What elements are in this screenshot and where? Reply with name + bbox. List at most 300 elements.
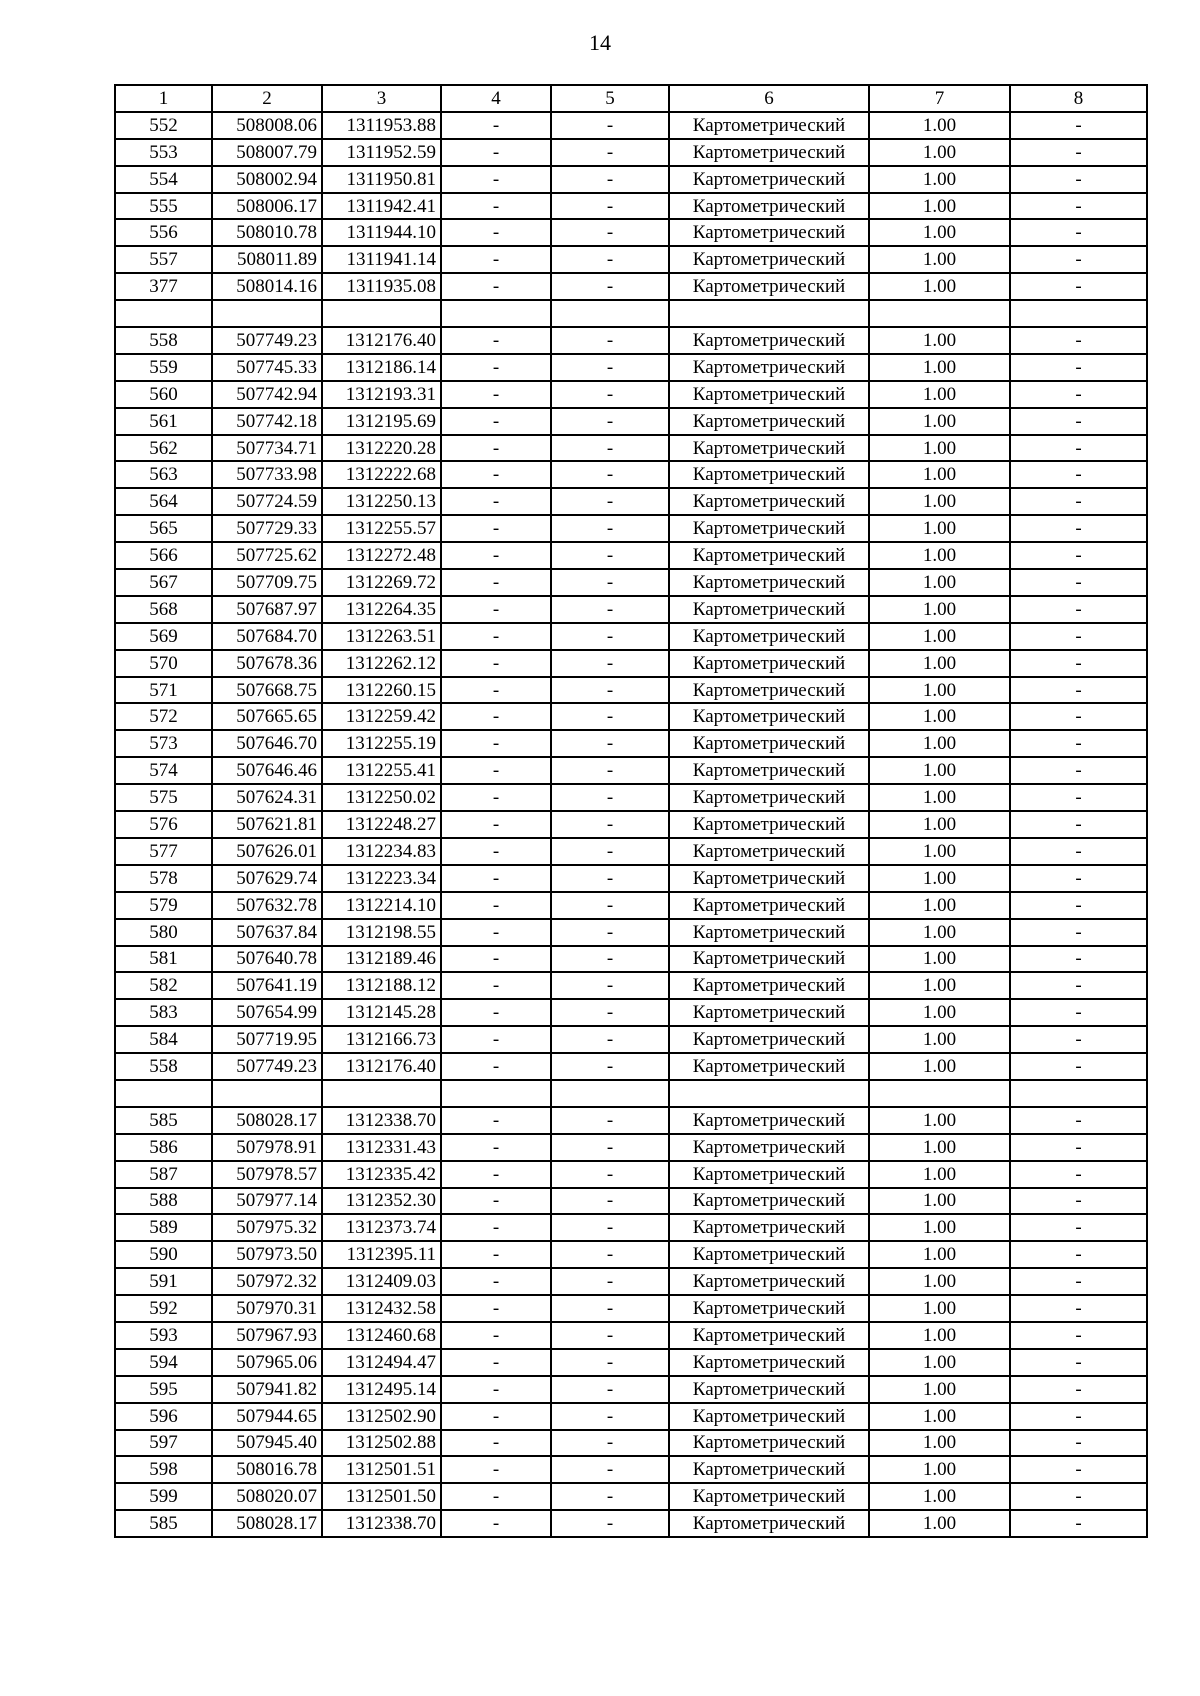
- column-header-8: 8: [1010, 85, 1147, 112]
- point-number-cell: 593: [115, 1322, 212, 1349]
- y-coordinate-cell: 1312255.19: [322, 730, 441, 757]
- col-5-cell: -: [551, 784, 669, 811]
- column-header-2: 2: [212, 85, 322, 112]
- table-row: [115, 1161, 1147, 1188]
- point-number-cell: 584: [115, 1026, 212, 1053]
- method-cell: Картометрический: [669, 703, 869, 730]
- col-5-cell: -: [551, 112, 669, 139]
- point-number-cell: 577: [115, 838, 212, 865]
- method-cell: Картометрический: [669, 569, 869, 596]
- accuracy-cell: 1.00: [869, 1403, 1010, 1430]
- col-8-cell: -: [1010, 273, 1147, 300]
- table-row: [115, 1214, 1147, 1241]
- method-cell: Картометрический: [669, 677, 869, 704]
- table-row: [115, 1510, 1147, 1537]
- y-coordinate-cell: 1311935.08: [322, 273, 441, 300]
- method-cell: Картометрический: [669, 1456, 869, 1483]
- point-number-cell: 569: [115, 623, 212, 650]
- accuracy-cell: 1.00: [869, 488, 1010, 515]
- separator-row: [115, 300, 1147, 327]
- col-5-cell: -: [551, 946, 669, 973]
- col-8-cell: -: [1010, 166, 1147, 193]
- y-coordinate-cell: 1312250.13: [322, 488, 441, 515]
- col-4-cell: -: [441, 999, 551, 1026]
- col-8-cell: -: [1010, 1188, 1147, 1215]
- point-number-cell: 377: [115, 273, 212, 300]
- empty-cell: [441, 300, 551, 327]
- col-5-cell: -: [551, 1349, 669, 1376]
- col-4-cell: -: [441, 1107, 551, 1134]
- x-coordinate-cell: 507724.59: [212, 488, 322, 515]
- col-8-cell: -: [1010, 730, 1147, 757]
- point-number-cell: 556: [115, 219, 212, 246]
- x-coordinate-cell: 507632.78: [212, 892, 322, 919]
- point-number-cell: 559: [115, 354, 212, 381]
- method-cell: Картометрический: [669, 1295, 869, 1322]
- col-4-cell: -: [441, 408, 551, 435]
- point-number-cell: 576: [115, 811, 212, 838]
- column-header-1: 1: [115, 85, 212, 112]
- x-coordinate-cell: 507640.78: [212, 946, 322, 973]
- accuracy-cell: 1.00: [869, 569, 1010, 596]
- accuracy-cell: 1.00: [869, 784, 1010, 811]
- empty-cell: [212, 1080, 322, 1107]
- col-8-cell: -: [1010, 381, 1147, 408]
- col-5-cell: -: [551, 354, 669, 381]
- col-8-cell: -: [1010, 1053, 1147, 1080]
- table-row: [115, 999, 1147, 1026]
- table-row: [115, 1483, 1147, 1510]
- table-body: [115, 112, 1147, 1537]
- point-number-cell: 561: [115, 408, 212, 435]
- table-row: [115, 381, 1147, 408]
- y-coordinate-cell: 1312176.40: [322, 327, 441, 354]
- x-coordinate-cell: 507734.71: [212, 435, 322, 462]
- table-row: [115, 1376, 1147, 1403]
- col-4-cell: -: [441, 1403, 551, 1430]
- x-coordinate-cell: 507654.99: [212, 999, 322, 1026]
- table-row: [115, 542, 1147, 569]
- col-4-cell: -: [441, 1241, 551, 1268]
- col-5-cell: -: [551, 677, 669, 704]
- y-coordinate-cell: 1311952.59: [322, 139, 441, 166]
- col-5-cell: -: [551, 919, 669, 946]
- col-8-cell: -: [1010, 569, 1147, 596]
- table-row: [115, 354, 1147, 381]
- col-5-cell: -: [551, 1510, 669, 1537]
- point-number-cell: 591: [115, 1268, 212, 1295]
- col-4-cell: -: [441, 596, 551, 623]
- col-8-cell: -: [1010, 139, 1147, 166]
- col-5-cell: -: [551, 1268, 669, 1295]
- y-coordinate-cell: 1312495.14: [322, 1376, 441, 1403]
- table-row: [115, 408, 1147, 435]
- method-cell: Картометрический: [669, 461, 869, 488]
- col-5-cell: -: [551, 892, 669, 919]
- col-5-cell: -: [551, 1188, 669, 1215]
- y-coordinate-cell: 1312335.42: [322, 1161, 441, 1188]
- col-4-cell: -: [441, 354, 551, 381]
- accuracy-cell: 1.00: [869, 999, 1010, 1026]
- x-coordinate-cell: 507742.18: [212, 408, 322, 435]
- col-4-cell: -: [441, 972, 551, 999]
- y-coordinate-cell: 1311942.41: [322, 193, 441, 220]
- table-row: [115, 1322, 1147, 1349]
- col-8-cell: -: [1010, 219, 1147, 246]
- col-4-cell: -: [441, 623, 551, 650]
- col-5-cell: -: [551, 515, 669, 542]
- accuracy-cell: 1.00: [869, 193, 1010, 220]
- y-coordinate-cell: 1312338.70: [322, 1107, 441, 1134]
- point-number-cell: 581: [115, 946, 212, 973]
- col-4-cell: -: [441, 327, 551, 354]
- accuracy-cell: 1.00: [869, 381, 1010, 408]
- empty-cell: [322, 1080, 441, 1107]
- point-number-cell: 590: [115, 1241, 212, 1268]
- y-coordinate-cell: 1312166.73: [322, 1026, 441, 1053]
- table-row: [115, 1349, 1147, 1376]
- col-5-cell: -: [551, 1295, 669, 1322]
- table-row: [115, 219, 1147, 246]
- y-coordinate-cell: 1312193.31: [322, 381, 441, 408]
- x-coordinate-cell: 508010.78: [212, 219, 322, 246]
- y-coordinate-cell: 1311950.81: [322, 166, 441, 193]
- method-cell: Картометрический: [669, 1483, 869, 1510]
- col-4-cell: -: [441, 757, 551, 784]
- point-number-cell: 554: [115, 166, 212, 193]
- y-coordinate-cell: 1312432.58: [322, 1295, 441, 1322]
- col-5-cell: -: [551, 1161, 669, 1188]
- x-coordinate-cell: 507646.46: [212, 757, 322, 784]
- col-4-cell: -: [441, 246, 551, 273]
- y-coordinate-cell: 1312373.74: [322, 1214, 441, 1241]
- point-number-cell: 567: [115, 569, 212, 596]
- col-8-cell: -: [1010, 784, 1147, 811]
- point-number-cell: 596: [115, 1403, 212, 1430]
- method-cell: Картометрический: [669, 1107, 869, 1134]
- y-coordinate-cell: 1311953.88: [322, 112, 441, 139]
- empty-cell: [1010, 300, 1147, 327]
- col-5-cell: -: [551, 542, 669, 569]
- method-cell: Картометрический: [669, 327, 869, 354]
- col-4-cell: -: [441, 730, 551, 757]
- method-cell: Картометрический: [669, 1241, 869, 1268]
- col-5-cell: -: [551, 1107, 669, 1134]
- y-coordinate-cell: 1312214.10: [322, 892, 441, 919]
- col-4-cell: -: [441, 703, 551, 730]
- col-8-cell: -: [1010, 246, 1147, 273]
- col-5-cell: -: [551, 461, 669, 488]
- col-5-cell: -: [551, 139, 669, 166]
- x-coordinate-cell: 507665.65: [212, 703, 322, 730]
- point-number-cell: 557: [115, 246, 212, 273]
- accuracy-cell: 1.00: [869, 408, 1010, 435]
- col-8-cell: -: [1010, 515, 1147, 542]
- col-4-cell: -: [441, 139, 551, 166]
- x-coordinate-cell: 507970.31: [212, 1295, 322, 1322]
- y-coordinate-cell: 1312502.88: [322, 1430, 441, 1457]
- col-4-cell: -: [441, 1376, 551, 1403]
- table-row: [115, 435, 1147, 462]
- method-cell: Картометрический: [669, 650, 869, 677]
- method-cell: Картометрический: [669, 1403, 869, 1430]
- method-cell: Картометрический: [669, 972, 869, 999]
- accuracy-cell: 1.00: [869, 327, 1010, 354]
- col-5-cell: -: [551, 650, 669, 677]
- y-coordinate-cell: 1312220.28: [322, 435, 441, 462]
- method-cell: Картометрический: [669, 435, 869, 462]
- table-row: [115, 246, 1147, 273]
- x-coordinate-cell: 508020.07: [212, 1483, 322, 1510]
- accuracy-cell: 1.00: [869, 1349, 1010, 1376]
- y-coordinate-cell: 1312248.27: [322, 811, 441, 838]
- col-4-cell: -: [441, 784, 551, 811]
- x-coordinate-cell: 507972.32: [212, 1268, 322, 1295]
- y-coordinate-cell: 1312195.69: [322, 408, 441, 435]
- accuracy-cell: 1.00: [869, 1483, 1010, 1510]
- method-cell: Картометрический: [669, 219, 869, 246]
- accuracy-cell: 1.00: [869, 757, 1010, 784]
- col-5-cell: -: [551, 1053, 669, 1080]
- method-cell: Картометрический: [669, 408, 869, 435]
- col-4-cell: -: [441, 569, 551, 596]
- x-coordinate-cell: 507646.70: [212, 730, 322, 757]
- col-4-cell: -: [441, 219, 551, 246]
- column-header-3: 3: [322, 85, 441, 112]
- col-5-cell: -: [551, 273, 669, 300]
- method-cell: Картометрический: [669, 623, 869, 650]
- point-number-cell: 597: [115, 1430, 212, 1457]
- y-coordinate-cell: 1312145.28: [322, 999, 441, 1026]
- y-coordinate-cell: 1312262.12: [322, 650, 441, 677]
- col-8-cell: -: [1010, 542, 1147, 569]
- x-coordinate-cell: 507729.33: [212, 515, 322, 542]
- y-coordinate-cell: 1312250.02: [322, 784, 441, 811]
- point-number-cell: 566: [115, 542, 212, 569]
- x-coordinate-cell: 507725.62: [212, 542, 322, 569]
- x-coordinate-cell: 507944.65: [212, 1403, 322, 1430]
- col-5-cell: -: [551, 569, 669, 596]
- table-row: [115, 623, 1147, 650]
- col-8-cell: -: [1010, 677, 1147, 704]
- y-coordinate-cell: 1312269.72: [322, 569, 441, 596]
- method-cell: Картометрический: [669, 1214, 869, 1241]
- accuracy-cell: 1.00: [869, 1430, 1010, 1457]
- table-row: [115, 919, 1147, 946]
- table-row: [115, 461, 1147, 488]
- x-coordinate-cell: 507684.70: [212, 623, 322, 650]
- method-cell: Картометрический: [669, 166, 869, 193]
- table-row: [115, 784, 1147, 811]
- col-8-cell: -: [1010, 461, 1147, 488]
- header-row: [115, 85, 1147, 112]
- x-coordinate-cell: 507709.75: [212, 569, 322, 596]
- method-cell: Картометрический: [669, 757, 869, 784]
- col-4-cell: -: [441, 273, 551, 300]
- accuracy-cell: 1.00: [869, 542, 1010, 569]
- x-coordinate-cell: 507624.31: [212, 784, 322, 811]
- col-4-cell: -: [441, 381, 551, 408]
- point-number-cell: 560: [115, 381, 212, 408]
- col-8-cell: -: [1010, 972, 1147, 999]
- table-row: [115, 811, 1147, 838]
- accuracy-cell: 1.00: [869, 435, 1010, 462]
- table-row: [115, 1295, 1147, 1322]
- col-8-cell: -: [1010, 1403, 1147, 1430]
- col-5-cell: -: [551, 838, 669, 865]
- col-4-cell: -: [441, 1214, 551, 1241]
- table-row: [115, 972, 1147, 999]
- point-number-cell: 595: [115, 1376, 212, 1403]
- method-cell: Картометрический: [669, 999, 869, 1026]
- table-row: [115, 139, 1147, 166]
- col-8-cell: -: [1010, 1322, 1147, 1349]
- column-header-5: 5: [551, 85, 669, 112]
- table-row: [115, 757, 1147, 784]
- method-cell: Картометрический: [669, 946, 869, 973]
- col-5-cell: -: [551, 1026, 669, 1053]
- empty-cell: [551, 300, 669, 327]
- table-row: [115, 1053, 1147, 1080]
- point-number-cell: 564: [115, 488, 212, 515]
- method-cell: Картометрический: [669, 1053, 869, 1080]
- method-cell: Картометрический: [669, 1188, 869, 1215]
- col-8-cell: -: [1010, 623, 1147, 650]
- accuracy-cell: 1.00: [869, 650, 1010, 677]
- x-coordinate-cell: 507733.98: [212, 461, 322, 488]
- method-cell: Картометрический: [669, 1349, 869, 1376]
- col-8-cell: -: [1010, 1026, 1147, 1053]
- col-5-cell: -: [551, 811, 669, 838]
- x-coordinate-cell: 507719.95: [212, 1026, 322, 1053]
- col-5-cell: -: [551, 166, 669, 193]
- col-5-cell: -: [551, 623, 669, 650]
- col-5-cell: -: [551, 596, 669, 623]
- x-coordinate-cell: 507967.93: [212, 1322, 322, 1349]
- col-8-cell: -: [1010, 408, 1147, 435]
- y-coordinate-cell: 1312501.51: [322, 1456, 441, 1483]
- x-coordinate-cell: 507742.94: [212, 381, 322, 408]
- col-5-cell: -: [551, 999, 669, 1026]
- method-cell: Картометрический: [669, 193, 869, 220]
- x-coordinate-cell: 507629.74: [212, 865, 322, 892]
- accuracy-cell: 1.00: [869, 811, 1010, 838]
- point-number-cell: 574: [115, 757, 212, 784]
- accuracy-cell: 1.00: [869, 1322, 1010, 1349]
- point-number-cell: 582: [115, 972, 212, 999]
- col-5-cell: -: [551, 1376, 669, 1403]
- col-4-cell: -: [441, 112, 551, 139]
- method-cell: Картометрический: [669, 865, 869, 892]
- table-row: [115, 515, 1147, 542]
- accuracy-cell: 1.00: [869, 461, 1010, 488]
- table-row: [115, 703, 1147, 730]
- accuracy-cell: 1.00: [869, 919, 1010, 946]
- empty-cell: [441, 1080, 551, 1107]
- x-coordinate-cell: 507978.91: [212, 1134, 322, 1161]
- table-row: [115, 488, 1147, 515]
- y-coordinate-cell: 1312259.42: [322, 703, 441, 730]
- y-coordinate-cell: 1312338.70: [322, 1510, 441, 1537]
- method-cell: Картометрический: [669, 919, 869, 946]
- col-4-cell: -: [441, 1510, 551, 1537]
- x-coordinate-cell: 507978.57: [212, 1161, 322, 1188]
- table-row: [115, 1241, 1147, 1268]
- x-coordinate-cell: 508007.79: [212, 139, 322, 166]
- y-coordinate-cell: 1312502.90: [322, 1403, 441, 1430]
- y-coordinate-cell: 1312460.68: [322, 1322, 441, 1349]
- column-header-6: 6: [669, 85, 869, 112]
- accuracy-cell: 1.00: [869, 273, 1010, 300]
- y-coordinate-cell: 1312264.35: [322, 596, 441, 623]
- x-coordinate-cell: 507745.33: [212, 354, 322, 381]
- table-row: [115, 569, 1147, 596]
- col-5-cell: -: [551, 1456, 669, 1483]
- x-coordinate-cell: 507945.40: [212, 1430, 322, 1457]
- col-4-cell: -: [441, 1026, 551, 1053]
- point-number-cell: 585: [115, 1510, 212, 1537]
- accuracy-cell: 1.00: [869, 1053, 1010, 1080]
- accuracy-cell: 1.00: [869, 838, 1010, 865]
- col-8-cell: -: [1010, 327, 1147, 354]
- col-4-cell: -: [441, 515, 551, 542]
- col-8-cell: -: [1010, 596, 1147, 623]
- y-coordinate-cell: 1311941.14: [322, 246, 441, 273]
- table-row: [115, 1456, 1147, 1483]
- col-5-cell: -: [551, 1430, 669, 1457]
- y-coordinate-cell: 1312395.11: [322, 1241, 441, 1268]
- col-5-cell: -: [551, 1214, 669, 1241]
- point-number-cell: 589: [115, 1214, 212, 1241]
- point-number-cell: 580: [115, 919, 212, 946]
- method-cell: Картометрический: [669, 488, 869, 515]
- col-5-cell: -: [551, 865, 669, 892]
- coordinates-table: [114, 84, 1148, 1538]
- empty-cell: [212, 300, 322, 327]
- x-coordinate-cell: 508008.06: [212, 112, 322, 139]
- y-coordinate-cell: 1312189.46: [322, 946, 441, 973]
- col-5-cell: -: [551, 1322, 669, 1349]
- separator-row: [115, 1080, 1147, 1107]
- col-5-cell: -: [551, 730, 669, 757]
- method-cell: Картометрический: [669, 515, 869, 542]
- y-coordinate-cell: 1312409.03: [322, 1268, 441, 1295]
- empty-cell: [869, 300, 1010, 327]
- y-coordinate-cell: 1311944.10: [322, 219, 441, 246]
- accuracy-cell: 1.00: [869, 354, 1010, 381]
- accuracy-cell: 1.00: [869, 946, 1010, 973]
- point-number-cell: 579: [115, 892, 212, 919]
- accuracy-cell: 1.00: [869, 865, 1010, 892]
- empty-cell: [551, 1080, 669, 1107]
- col-8-cell: -: [1010, 946, 1147, 973]
- col-4-cell: -: [441, 542, 551, 569]
- col-4-cell: -: [441, 865, 551, 892]
- col-4-cell: -: [441, 1134, 551, 1161]
- y-coordinate-cell: 1312188.12: [322, 972, 441, 999]
- y-coordinate-cell: 1312260.15: [322, 677, 441, 704]
- point-number-cell: 572: [115, 703, 212, 730]
- method-cell: Картометрический: [669, 784, 869, 811]
- col-8-cell: -: [1010, 1483, 1147, 1510]
- col-8-cell: -: [1010, 1295, 1147, 1322]
- col-5-cell: -: [551, 193, 669, 220]
- empty-cell: [669, 1080, 869, 1107]
- table-row: [115, 1134, 1147, 1161]
- col-8-cell: -: [1010, 1214, 1147, 1241]
- point-number-cell: 558: [115, 327, 212, 354]
- y-coordinate-cell: 1312272.48: [322, 542, 441, 569]
